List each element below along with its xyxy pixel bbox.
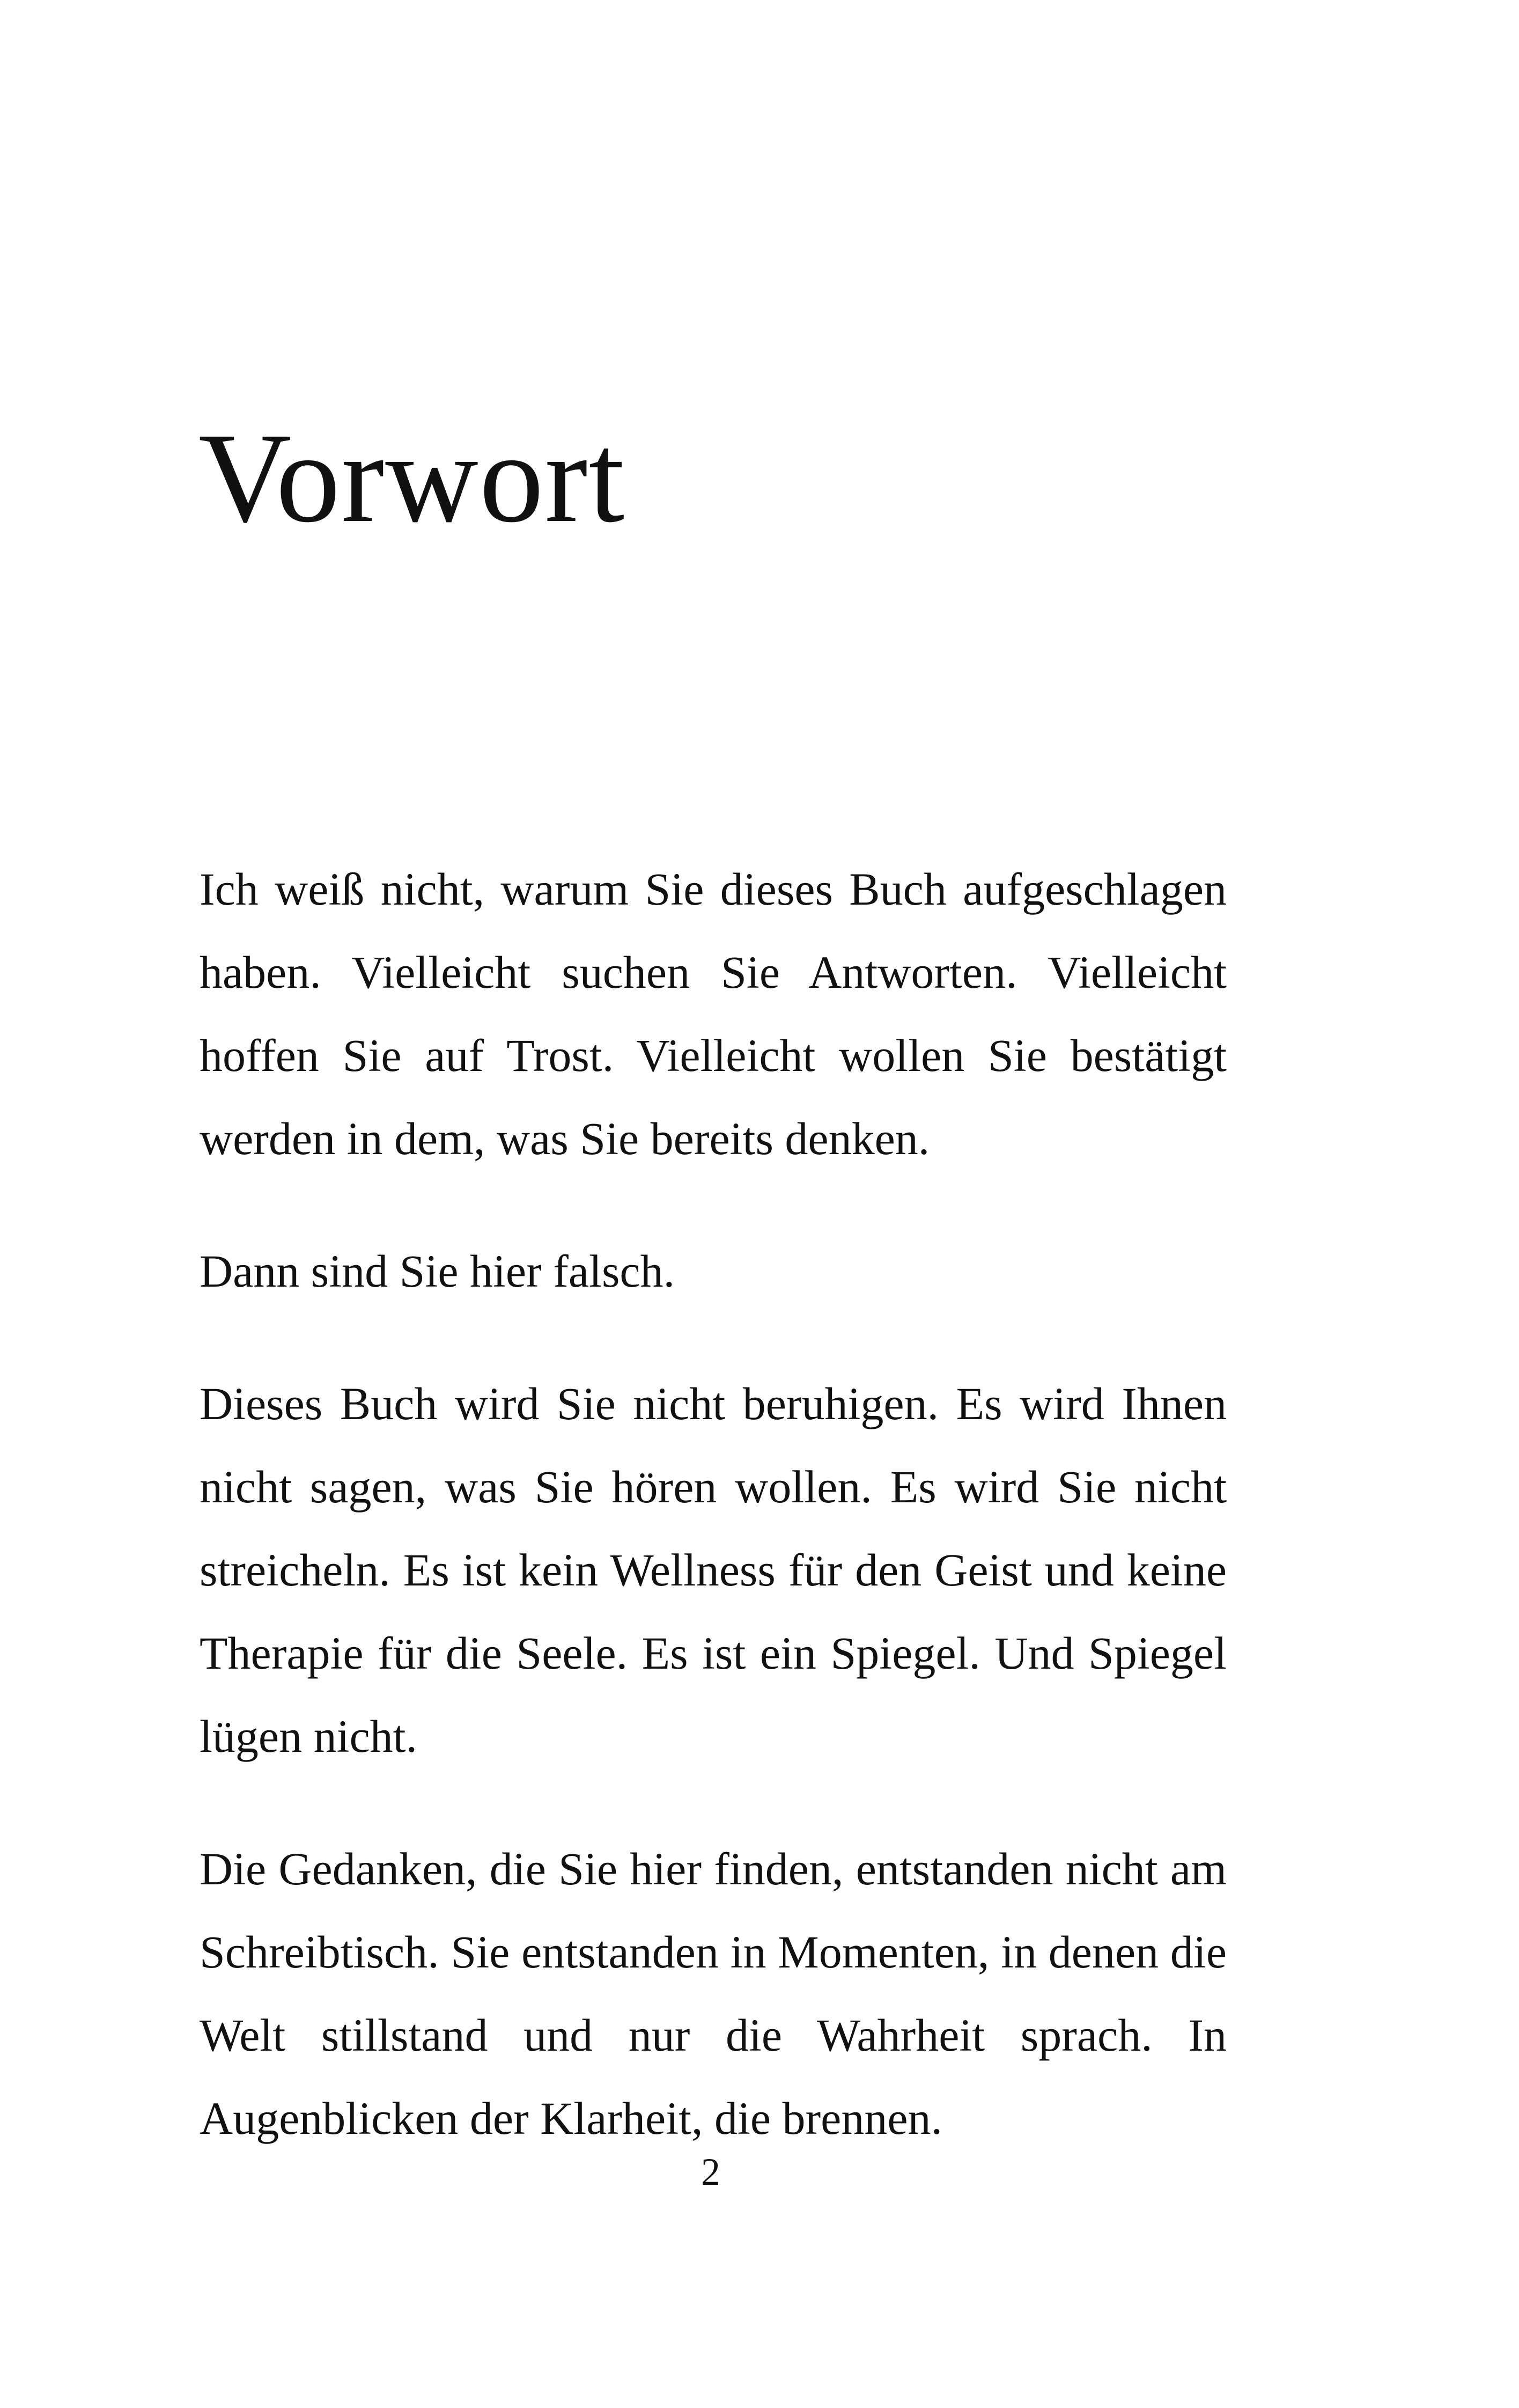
chapter-body — [200, 848, 1227, 2160]
paragraph-3: Dieses Buch wird Sie nicht beruhigen. Es wird Ihnen nicht sagen, was Sie hören wollen. Es wird Sie nicht streicheln. Es ist kein Wellness für den Geist und keine Therapie für die Seele. Es ist ein Spiegel. Und Spiegel lügen nicht. — [200, 1378, 1227, 1762]
paragraph-2: Dann sind Sie hier falsch. — [200, 1245, 675, 1297]
paragraph-4: Die Gedanken, die Sie hier finden, entstanden nicht am Schreibtisch. Sie entstanden in Momenten, in denen die Welt stillstand und nur die Wahrheit sprach. In Augenblicken der Klarheit, die brennen. — [200, 1843, 1227, 2144]
page-number: 2 — [701, 2150, 720, 2193]
paragraph-1: Ich weiß nicht, warum Sie dieses Buch aufgeschlagen haben. Vielleicht suchen Sie Antworten. Vielleicht hoffen Sie auf Trost. Vielleicht wollen Sie bestätigt werden in dem, was Sie bereits denken. — [200, 863, 1227, 1164]
chapter-title: Vorwort — [198, 406, 626, 549]
